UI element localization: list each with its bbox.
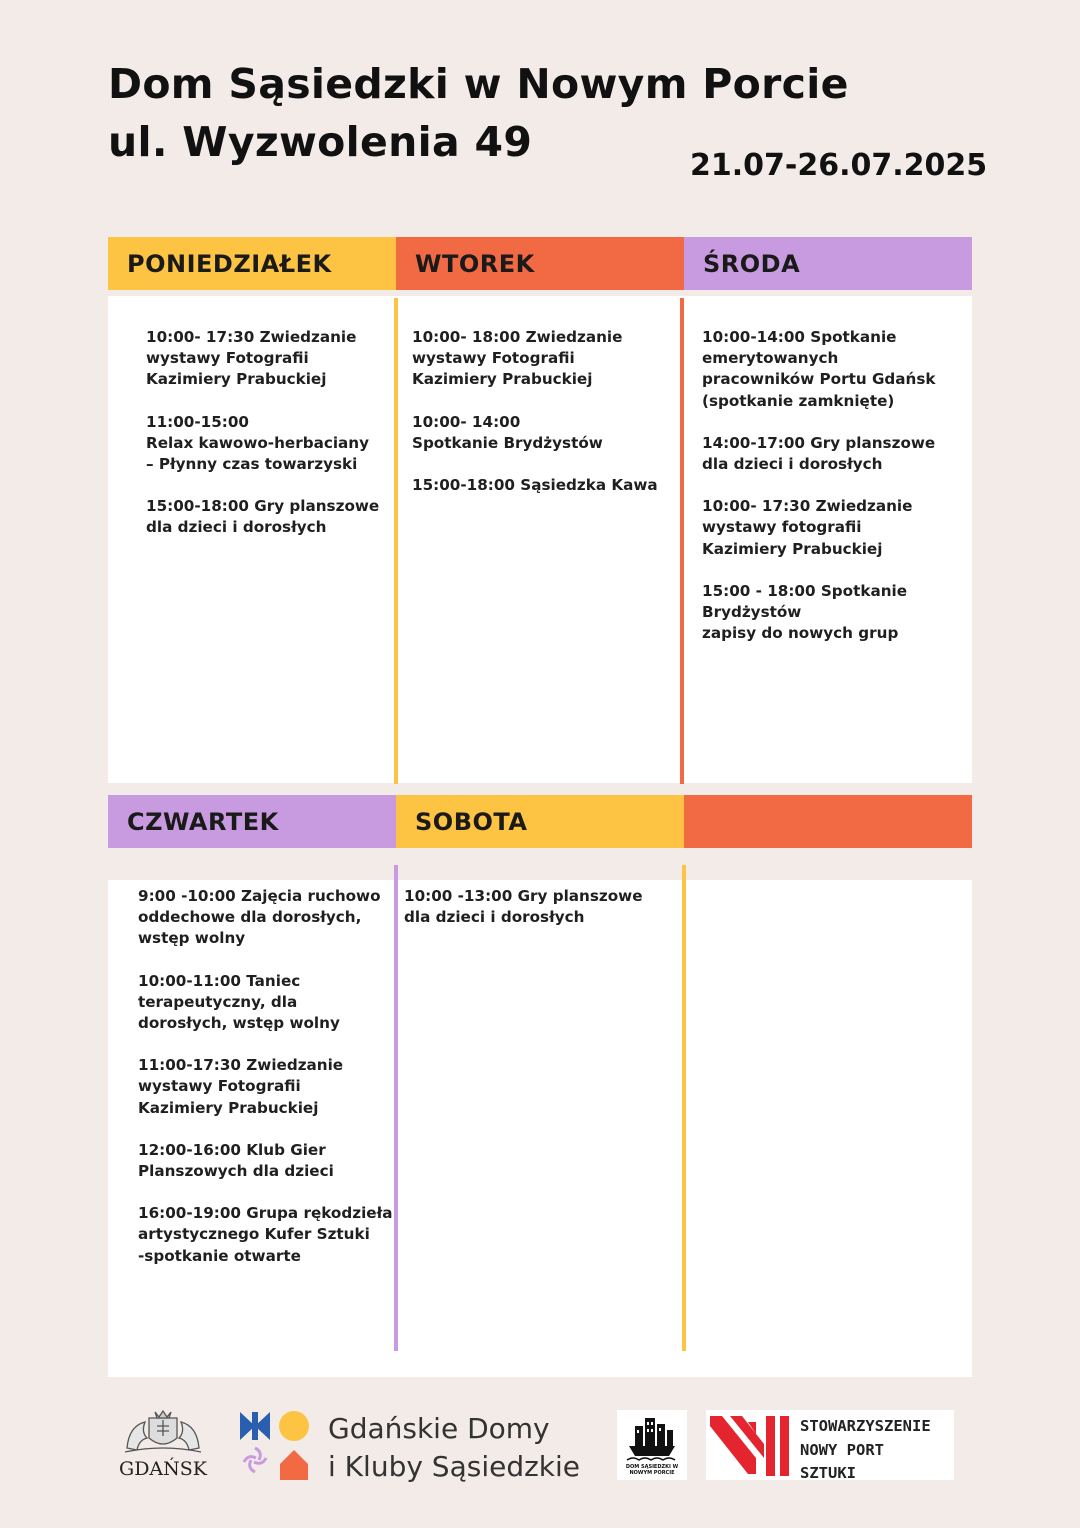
event-item: 10:00 -13:00 Gry planszowe dla dzieci i dorosłych	[404, 887, 643, 927]
day-header-empty	[684, 795, 972, 848]
dom-sasiedzki-caption: DOM SĄSIEDZKI W NOWYM PORCIE	[625, 1464, 679, 1476]
day-events-saturday	[404, 886, 643, 949]
date-range: 21.07-26.07.2025	[690, 148, 988, 183]
event-item: 16:00-19:00 Grupa rękodzieła artystycznego Kufer Sztuki -spotkanie otwarte	[138, 1204, 393, 1265]
gdanskie-domy-line2: i Kluby Sąsiedzkie	[328, 1450, 581, 1483]
event-item: 11:00-17:30 Zwiedzanie wystawy Fotografii Kazimiery Prabuckiej	[138, 1056, 344, 1117]
page-title: Dom Sąsiedzki w Nowym Porcie	[108, 60, 849, 108]
gdansk-logo-text: GDAŃSK	[119, 1458, 207, 1480]
day-header-saturday: SOBOTA	[396, 795, 684, 848]
column-divider	[682, 865, 686, 1351]
gdanskie-domy-line1: Gdańskie Domy	[328, 1412, 550, 1445]
event-item: 10:00-11:00 Taniec terapeutyczny, dla dorosłych, wstęp wolny	[138, 971, 340, 1033]
event-item: 11:00-15:00 Relax kawowo-herbaciany – Płynny czas towarzyski	[146, 412, 370, 474]
building-ship-icon	[625, 1414, 679, 1462]
stowarzyszenie-line3: SZTUKI	[800, 1464, 856, 1482]
day-events-monday	[146, 327, 379, 560]
gdansk-logo	[113, 1408, 213, 1480]
gdanskie-domy-shapes-icon	[238, 1408, 312, 1482]
column-divider	[394, 865, 398, 1351]
stowarzyszenie-line2: NOWY PORT	[800, 1440, 884, 1459]
gdanskie-domy-text	[328, 1410, 580, 1486]
day-header-wednesday: ŚRODA	[684, 237, 972, 290]
day-header-thursday: CZWARTEK	[108, 795, 396, 848]
day-events-thursday	[138, 886, 392, 1288]
address: ul. Wyzwolenia 49	[108, 118, 533, 166]
gdanskie-domy-logo	[238, 1408, 598, 1484]
event-item: 9:00 -10:00 Zajęcia ruchowo oddechowe dla dorosłych, wstęp wolny	[138, 887, 381, 948]
event-item: 15:00-18:00 Gry planszowe dla dzieci i dorosłych	[146, 497, 380, 537]
column-divider	[680, 298, 684, 784]
day-events-tuesday	[412, 327, 658, 517]
stowarzyszenie-mark-icon	[708, 1412, 792, 1478]
event-item: 15:00-18:00 Sąsiedzka Kawa	[412, 476, 658, 495]
stowarzyszenie-logo	[706, 1410, 954, 1480]
day-header-monday: PONIEDZIAŁEK	[108, 237, 396, 290]
day-header-tuesday: WTOREK	[396, 237, 684, 290]
stowarzyszenie-text	[800, 1415, 931, 1486]
event-item: 10:00- 17:30 Zwiedzanie wystawy Fotografii Kazimiery Prabuckiej	[146, 328, 357, 389]
column-divider	[394, 298, 398, 784]
event-item: 10:00-14:00 Spotkanie emerytowanych pracowników Portu Gdańsk (spotkanie zamknięte)	[702, 328, 936, 410]
dom-sasiedzki-logo	[617, 1410, 687, 1480]
event-item: 14:00-17:00 Gry planszowe dla dzieci i dorosłych	[702, 433, 936, 474]
gdansk-crest-icon	[119, 1408, 207, 1456]
event-item: 10:00- 18:00 Zwiedzanie wystawy Fotografii Kazimiery Prabuckiej	[412, 328, 623, 389]
event-item: 10:00- 17:30 Zwiedzanie wystawy fotografii Kazimiery Prabuckiej	[702, 497, 913, 558]
stowarzyszenie-line1: STOWARZYSZENIE	[800, 1417, 931, 1435]
event-item: 12:00-16:00 Klub Gier Planszowych dla dzieci	[138, 1140, 334, 1181]
event-item: 10:00- 14:00 Spotkanie Brydżystów	[412, 412, 603, 452]
day-events-wednesday	[702, 327, 936, 665]
event-item: 15:00 - 18:00 Spotkanie Brydżystów zapisy do nowych grup	[702, 581, 908, 643]
